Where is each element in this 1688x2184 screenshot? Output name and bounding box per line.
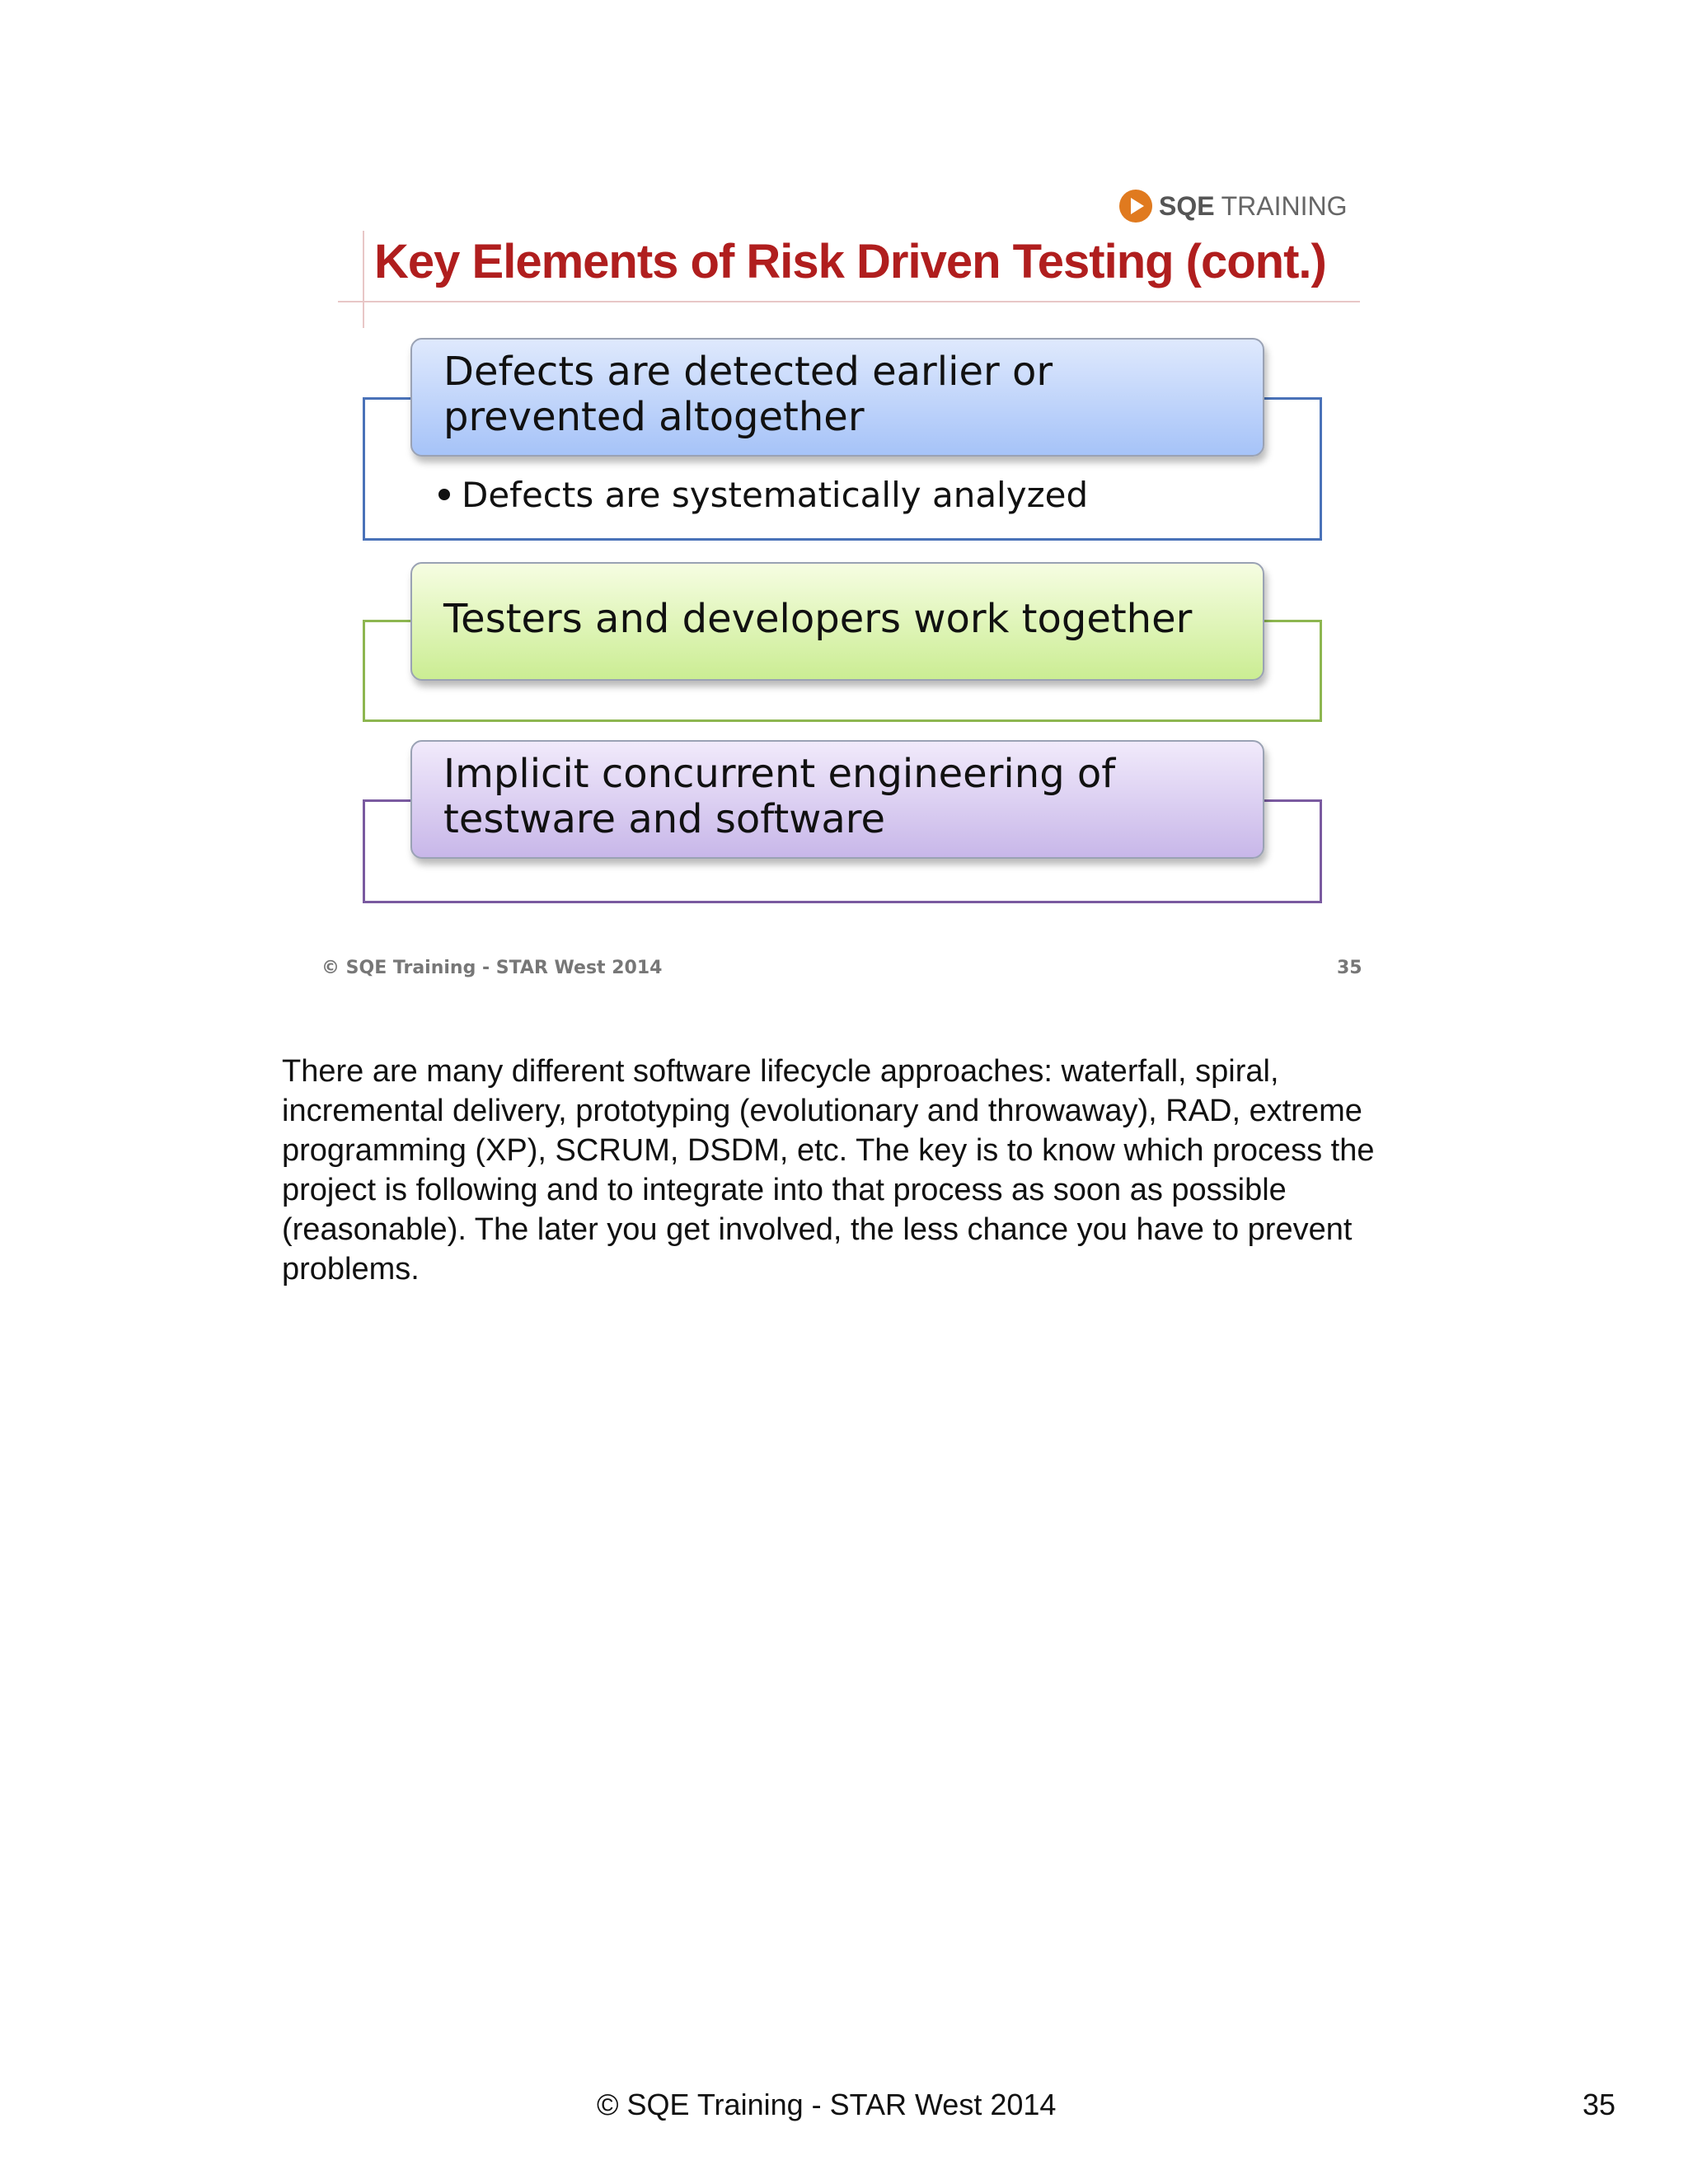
item-box-1: Defects are detected earlier or prevented altogether <box>410 338 1264 457</box>
title-divider-vertical <box>363 231 364 328</box>
slide <box>321 165 1385 1014</box>
slide-number: 35 <box>1337 958 1362 978</box>
bullet-icon <box>438 489 450 500</box>
item-bullet-1 <box>438 475 1088 515</box>
item-box-3: Implicit concurrent engineering of testware and software <box>410 740 1264 859</box>
sqe-training-logo <box>1119 186 1347 226</box>
title-divider-horizontal <box>338 301 1360 302</box>
slide-title: Key Elements of Risk Driven Testing (cont.) <box>374 235 1326 288</box>
notes-paragraph: There are many different software lifecycle approaches: waterfall, spiral, incremental delivery, prototyping (evolutionary and throwaway), RAD, extreme programming (XP), SCRUM, DSDM, etc. The key is to know which process the project is following and to integrate into that process as soon as possible (reasonable). The later you get involved, the less chance you have to prevent problems. <box>282 1054 1375 1286</box>
bullet-text: Defects are systematically analyzed <box>462 475 1089 515</box>
item-box-2: Testers and developers work together <box>410 562 1264 681</box>
logo-brand: SQE <box>1159 190 1215 221</box>
page-footer: © SQE Training - STAR West 2014 <box>597 2088 1057 2121</box>
slide-footer: © SQE Training - STAR West 2014 <box>321 958 663 978</box>
logo-word: TRAINING <box>1221 190 1348 221</box>
play-icon <box>1119 190 1152 223</box>
page-number: 35 <box>1582 2088 1616 2121</box>
